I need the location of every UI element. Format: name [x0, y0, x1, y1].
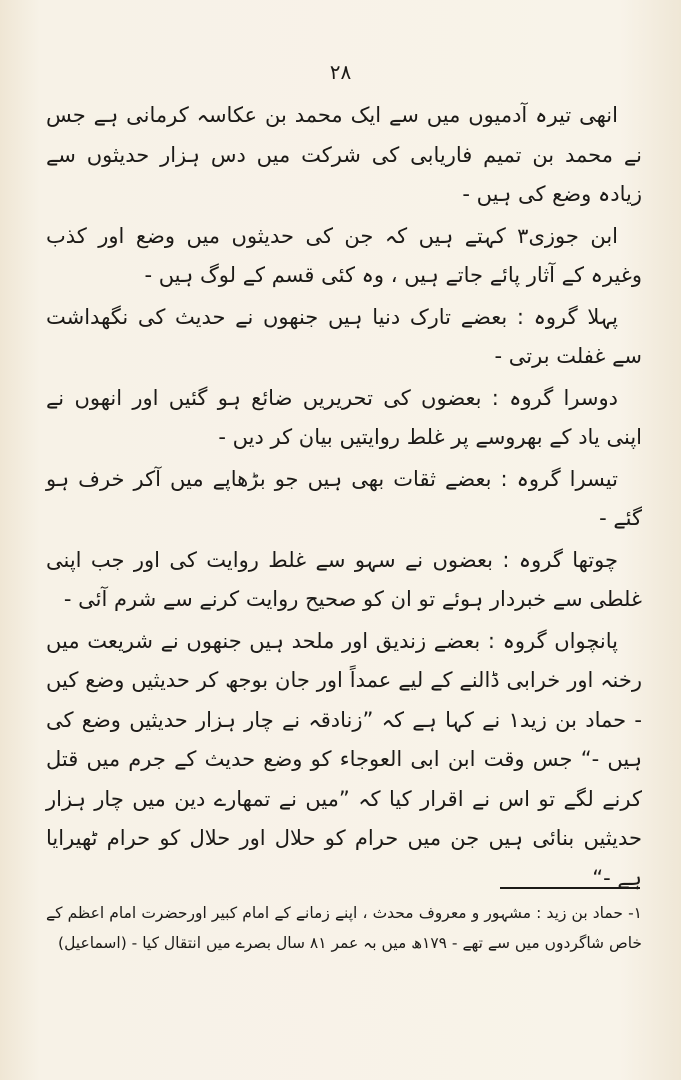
paragraph-7: پانچواں گروہ : بعضے زندیق اور ملحد ہیں جنھوں نے شریعت میں رخنہ اور خرابی ڈالنے کے لیے عمداً اور جان بوجھ کر حدیثیں وضع کیں - حماد بن زید۱ نے کہا ہے کہ ”زنادقہ نے چار ہزار حدیثیں وضع کی ہیں -“ جس وقت ابن ابی العوجاء کو وضع حدیث کے جرم میں قتل کرنے لگے تو اس نے اقرار کیا کہ ”میں نے تمھارے دین میں چار ہزار حدیثیں بنائی ہیں جن میں حرام کو حلال اور حلال کو حرام ٹھیرایا ہے -“: [46, 628, 642, 890]
paragraph-6: چوتھا گروہ : بعضوں نے سہو سے غلط روایت کی اور جب اپنی غلطی سے خبردار ہوئے تو ان کو صحیح روایت کرنے سے شرم آئی -: [46, 547, 642, 611]
footnote-text: ۱- حماد بن زید : مشہور و معروف محدث ، اپنے زمانے کے امام کبیر اورحضرت امام اعظم کے خاص شاگردوں میں سے تھے - ۱۷۹ھ میں بہ عمر ۸۱ سال بصرے میں انتقال کیا - (اسماعیل): [46, 904, 642, 952]
footnote-divider: [500, 887, 640, 889]
body-text: [46, 96, 642, 900]
paragraph-3: پہلا گروہ : بعضے تارک دنیا ہیں جنھوں نے حدیث کی نگھداشت سے غفلت برتی -: [46, 304, 642, 368]
paragraph-5: تیسرا گروہ : بعضے ثقات بھی ہیں جو بڑھاپے میں آکر خرف ہو گئے -: [46, 466, 642, 530]
paragraph-1: انھی تیرہ آدمیوں میں سے ایک محمد بن عکاسہ کرمانی ہے جس نے محمد بن تمیم فاریابی کی شرکت میں دس ہزار حدیثوں سے زیادہ وضع کی ہیں -: [46, 103, 642, 206]
page-number: ۲۸: [329, 60, 352, 84]
paragraph-4: دوسرا گروہ : بعضوں کی تحریریں ضائع ہو گئیں اور انھوں نے اپنی یاد کے بھروسے پر غلط روایتیں بیان کر دیں -: [46, 385, 642, 449]
paragraph-2: ابن جوزی۳ کہتے ہیں کہ جن کی حدیثوں میں وضع اور کذب وغیرہ کے آثار پائے جاتے ہیں ، وہ کئی قسم کے لوگ ہیں -: [46, 223, 642, 287]
footnote: [46, 898, 642, 958]
